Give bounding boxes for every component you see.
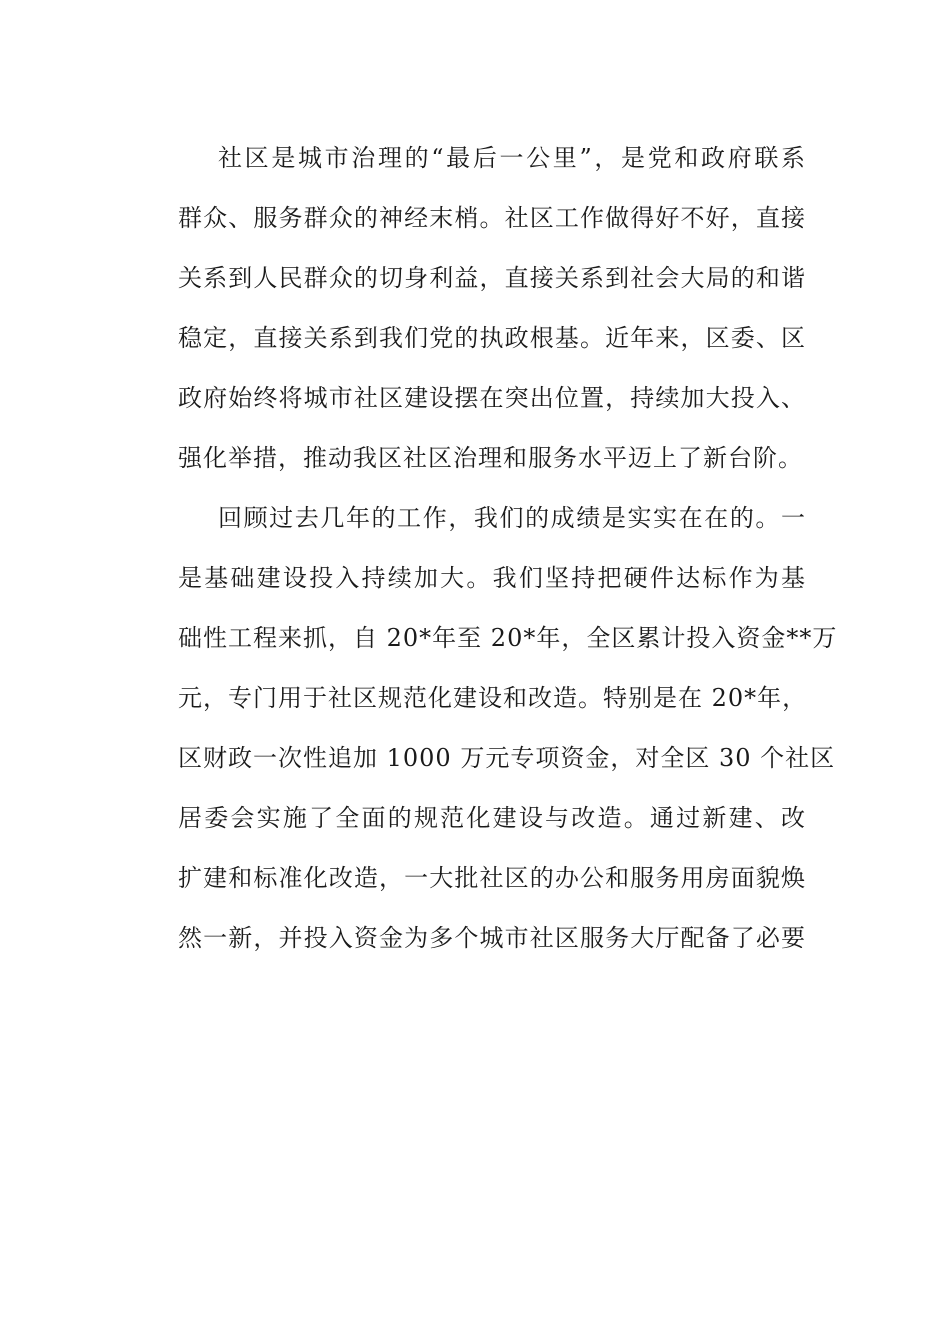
- document-body: [178, 128, 838, 968]
- paragraph-1: [178, 128, 806, 488]
- text-line: 强化举措，推动我区社区治理和服务水平迈上了新台阶。: [178, 444, 803, 472]
- text-line: 回顾过去几年的工作，我们的成绩是实实在在的。一: [218, 504, 806, 532]
- paragraph-2: [178, 488, 838, 968]
- text-line: 区财政一次性追加 1000 万元专项资金，对全区 30 个社区: [178, 744, 836, 772]
- text-line: 扩建和标准化改造，一大批社区的办公和服务用房面貌焕: [178, 864, 806, 892]
- text-line: 础性工程来抓，自 20*年至 20*年，全区累计投入资金**万: [178, 624, 838, 652]
- text-line: 关系到人民群众的切身利益，直接关系到社会大局的和谐: [178, 264, 806, 292]
- text-line: 元，专门用于社区规范化建设和改造。特别是在 20*年，: [178, 684, 808, 712]
- text-line: 社区是城市治理的“最后一公里”，是党和政府联系: [218, 144, 806, 172]
- text-line: 然一新，并投入资金为多个城市社区服务大厅配备了必要: [178, 924, 806, 952]
- text-line: 群众、服务群众的神经末梢。社区工作做得好不好，直接: [178, 204, 806, 232]
- text-line: 居委会实施了全面的规范化建设与改造。通过新建、改: [178, 804, 806, 832]
- text-line: 稳定，直接关系到我们党的执政根基。近年来，区委、区: [178, 324, 806, 352]
- text-line: 政府始终将城市社区建设摆在突出位置，持续加大投入、: [178, 384, 806, 412]
- text-line: 是基础建设投入持续加大。我们坚持把硬件达标作为基: [178, 564, 806, 592]
